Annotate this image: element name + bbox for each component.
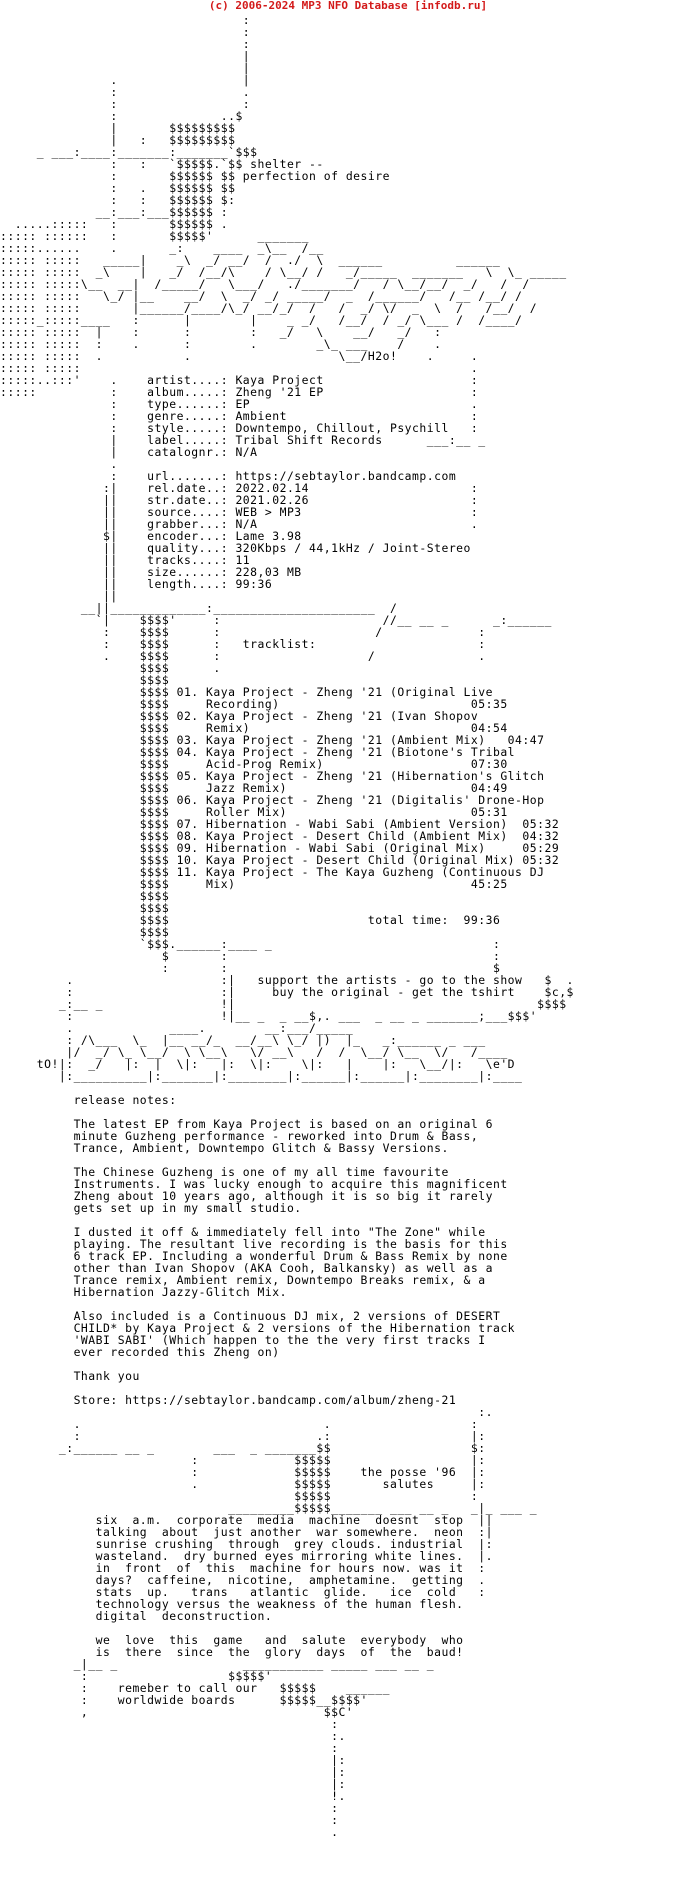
nfo-line: $| encoder...: Lame 3.98 xyxy=(0,529,302,543)
nfo-line: ::::: ::::: _\ | _/ /__/\ / \__/ / _/_____ _______ \ \_ _____ xyxy=(0,265,567,279)
nfo-line: Zheng about 10 years ago, although it is so big it rarely xyxy=(0,1189,493,1203)
nfo-line: $$$$ xyxy=(0,889,170,903)
nfo-line: : xyxy=(0,1741,339,1755)
nfo-line: release notes: xyxy=(0,1093,177,1107)
nfo-line: other than Ivan Shopov (AKA Cooh, Balkansky) as well as a xyxy=(0,1261,493,1275)
nfo-line: : . $$$$$$ $$ xyxy=(0,181,236,195)
nfo-line: $ : : xyxy=(0,949,501,963)
nfo-line: Hibernation Jazzy-Glitch Mix. xyxy=(0,1285,287,1299)
nfo-line: CHILD* by Kaya Project & 2 versions of the Hibernation track xyxy=(0,1321,516,1335)
nfo-line: : : xyxy=(0,97,251,111)
nfo-line: : xyxy=(0,37,251,51)
nfo-line: gets set up in my small studio. xyxy=(0,1201,302,1215)
nfo-line: $$$$ 02. Kaya Project - Zheng '21 (Ivan Shopov xyxy=(0,709,479,723)
nfo-line: ::::: ::::: : . : . _\_ ___ / . xyxy=(0,337,442,351)
nfo-line: : : $$$$$$ $: xyxy=(0,193,236,207)
nfo-line: six a.m. corporate media machine doesnt stop || xyxy=(0,1513,493,1527)
nfo-line: : xyxy=(0,25,251,39)
nfo-line: sunrise crushing through grey clouds. industrial |: xyxy=(0,1537,493,1551)
nfo-line: :. xyxy=(0,1405,493,1419)
nfo-line: ever recorded this Zheng on) xyxy=(0,1345,280,1359)
nfo-line: || str.date..: 2021.02.26 : xyxy=(0,493,479,507)
nfo-line: ::::: ::::: . xyxy=(0,361,479,375)
nfo-line: ::::: ::::: \_/ |__ __/ \ _/ _/ _____/ _ /______/ /__ /__/ / xyxy=(0,289,523,303)
nfo-line: __||_____________:______________________ / xyxy=(0,601,398,615)
nfo-line: `$$$.______:____ _ : xyxy=(0,937,501,951)
nfo-line: 'WABI SABI' (Which happen to the the very first tracks I xyxy=(0,1333,486,1347)
nfo-line: , $$C' xyxy=(0,1705,354,1719)
nfo-line: Instruments. I was lucky enough to acquire this magnificent xyxy=(0,1177,508,1191)
nfo-line: The latest EP from Kaya Project is based on an original 6 xyxy=(0,1117,493,1131)
nfo-line: $$$$ 06. Kaya Project - Zheng '21 (Digitalis' Drone-Hop xyxy=(0,793,545,807)
nfo-line: digital deconstruction. xyxy=(0,1609,273,1623)
nfo-line: | $$$$$$$$$ xyxy=(0,121,236,135)
nfo-line: $$$$ xyxy=(0,901,170,915)
nfo-line: .....::::: : $$$$$$ . xyxy=(0,217,229,231)
nfo-line: $$$$ 11. Kaya Project - The Kaya Guzheng (Continuous DJ xyxy=(0,865,545,879)
nfo-line: |/ _/ \_ \__/ \ \__\ \/ __\ / / \__/ \__ \/ /____ xyxy=(0,1045,508,1059)
nfo-line: $$$$ 04. Kaya Project - Zheng '21 (Biotone's Tribal xyxy=(0,745,516,759)
nfo-line: days? caffeine, nicotine, amphetamine. getting . xyxy=(0,1573,486,1587)
nfo-line: . $$$$ : / . xyxy=(0,649,486,663)
nfo-line: in front of this machine for hours now. was it : xyxy=(0,1561,486,1575)
nfo-line: talking about just another war somewhere. neon :| xyxy=(0,1525,493,1539)
nfo-line: __:___:___$$$$$$ : xyxy=(0,205,229,219)
nfo-line: $$$$ total time: 99:36 xyxy=(0,913,501,927)
nfo-line: . $$$$$ salutes |: xyxy=(0,1477,486,1491)
nfo-line: $$$$ Jazz Remix) 04:49 xyxy=(0,781,508,795)
nfo-line: : style.....: Downtempo, Chillout, Psychill : xyxy=(0,421,479,435)
nfo-line: |: xyxy=(0,1777,346,1791)
nfo-line: | xyxy=(0,61,251,75)
nfo-line: 6 track EP. Including a wonderful Drum & Bass Remix by none xyxy=(0,1249,508,1263)
nfo-line: `| $$$$' : //__ __ _ _:______ xyxy=(0,613,552,627)
nfo-line: . xyxy=(0,457,118,471)
nfo-line: Thank you xyxy=(0,1369,140,1383)
nfo-line: $$$$ Recording) 05:35 xyxy=(0,697,508,711)
nfo-line: | catalognr.: N/A xyxy=(0,445,258,459)
nfo-line: || length....: 99:36 xyxy=(0,577,273,591)
nfo-line: $$$$ 01. Kaya Project - Zheng '21 (Original Live xyxy=(0,685,493,699)
nfo-line: $$$$ 05. Kaya Project - Zheng '21 (Hibernation's Glitch xyxy=(0,769,545,783)
nfo-line: ::::: ::::: _____| _\ _/ __/ / ./ \ ______ ______ xyxy=(0,253,501,267)
nfo-line: _|__ _ ___________ _____ ___ __ _ xyxy=(0,1657,435,1671)
nfo-line: || size......: 228,03 MB xyxy=(0,565,302,579)
nfo-line: :::::..:::' . artist....: Kaya Project : xyxy=(0,373,479,387)
nfo-line: $$$$ 07. Hibernation - Wabi Sabi (Ambient Version) 05:32 xyxy=(0,817,560,831)
nfo-line: I dusted it off & immediately fell into "The Zone" while xyxy=(0,1225,486,1239)
nfo-line: :. xyxy=(0,1729,346,1743)
nfo-line: $$$$ . xyxy=(0,661,221,675)
nfo-line: $$$$ 03. Kaya Project - Zheng '21 (Ambient Mix) 04:47 xyxy=(0,733,545,747)
nfo-line: $$$$ Acid-Prog Remix) 07:30 xyxy=(0,757,508,771)
nfo-line: ::::: ::::: |______/____/\_/ __/_/ / / _/ \/ _ \ / /__/ / xyxy=(0,301,538,315)
nfo-line: The Chinese Guzheng is one of my all time favourite xyxy=(0,1165,449,1179)
nfo-line: :::::...... . _: ____ _\__ /__ xyxy=(0,241,324,255)
nfo-line: $$$$ Remix) 04:54 xyxy=(0,721,508,735)
nfo-line: _________$$$$$_______ ___ __ _ _|_ ___ _ xyxy=(0,1501,538,1515)
nfo-line: $$$$ xyxy=(0,673,170,687)
nfo-ascii-text xyxy=(0,14,574,1838)
nfo-line: $$$$ Roller Mix) 05:31 xyxy=(0,805,508,819)
nfo-line: : $$$$$' xyxy=(0,1669,273,1683)
nfo-line: _ ___:____:_______:_______`$$$ xyxy=(0,145,258,159)
nfo-line: : xyxy=(0,1717,339,1731)
nfo-line: playing. The resultant live recording is the basis for this xyxy=(0,1237,508,1251)
nfo-line: ::::: ::::: | : : : _/ \ __/ _/ : xyxy=(0,325,442,339)
nfo-line: Store: https://sebtaylor.bandcamp.com/album/zheng-21 xyxy=(0,1393,457,1407)
nfo-line: minute Guzheng performance - reworked into Drum & Bass, xyxy=(0,1129,479,1143)
nfo-line: : xyxy=(0,13,251,27)
nfo-line: technology versus the weakness of the human flesh. xyxy=(0,1597,464,1611)
nfo-line: : /\___ \_ |__ __/_ __/__\ \_/ |) |_ _:______ _ ___ xyxy=(0,1033,486,1047)
nfo-line: : $$$$$ |: xyxy=(0,1453,486,1467)
nfo-line: : xyxy=(0,1813,339,1827)
copyright-banner: (c) 2006-2024 MP3 NFO Database [infodb.ru] xyxy=(208,0,488,12)
nfo-line: |: xyxy=(0,1753,346,1767)
nfo-line: _:__ _ !| $$$$ xyxy=(0,997,567,1011)
nfo-line: || grabber...: N/A . xyxy=(0,517,479,531)
nfo-line: : !|__ _ _ __$,. ___ _ __ _ _______;___$$$' xyxy=(0,1009,538,1023)
nfo-line: |:__________|:_______|:________|:______|:______|:________|:____ xyxy=(0,1069,523,1083)
nfo-line: || quality...: 320Kbps / 44,1kHz / Joint-Stereo xyxy=(0,541,471,555)
nfo-line: ::::: : album.....: Zheng '21 EP : xyxy=(0,385,479,399)
nfo-line: : : `$$$$$.`$$ shelter -- xyxy=(0,157,324,171)
nfo-line: . :| support the artists - go to the show $ . xyxy=(0,973,574,987)
nfo-line: : $$$$$$ $$ perfection of desire xyxy=(0,169,390,183)
nfo-line: . | xyxy=(0,73,251,87)
nfo-line: $$$$ 08. Kaya Project - Desert Child (Ambient Mix) 04:32 xyxy=(0,829,560,843)
nfo-line: : . xyxy=(0,85,251,99)
nfo-line: _:______ __ _ ___ _ _______$$ $: xyxy=(0,1441,486,1455)
nfo-line: |: xyxy=(0,1765,346,1779)
nfo-line: || source....: WEB > MP3 : xyxy=(0,505,479,519)
nfo-line: || tracks....: 11 xyxy=(0,553,251,567)
nfo-line: :::::_:::::____ : | | _ _/ /__/ / _/ \___ / /____/ xyxy=(0,313,523,327)
nfo-line: !. xyxy=(0,1789,346,1803)
nfo-line: : genre.....: Ambient : xyxy=(0,409,479,423)
nfo-line: : : $ xyxy=(0,961,501,975)
nfo-line: Trance remix, Ambient remix, Downtempo Breaks remix, & a xyxy=(0,1273,486,1287)
nfo-line: : type......: EP . xyxy=(0,397,479,411)
nfo-line: $$$$ 09. Hibernation - Wabi Sabi (Original Mix) 05:29 xyxy=(0,841,560,855)
nfo-line: : $$$$$ the posse '96 |: xyxy=(0,1465,486,1479)
nfo-line: : xyxy=(0,1801,339,1815)
nfo-line: is there since the glory days of the baud! xyxy=(0,1645,464,1659)
nfo-line: $$$$$ : xyxy=(0,1489,479,1503)
nfo-line: | : $$$$$$$$$ xyxy=(0,133,236,147)
nfo-line: . xyxy=(0,1825,339,1839)
nfo-line: $$$$ 10. Kaya Project - Desert Child (Original Mix) 05:32 xyxy=(0,853,560,867)
nfo-line: : .: |: xyxy=(0,1429,486,1443)
nfo-line: : url.......: https://sebtaylor.bandcamp.com xyxy=(0,469,457,483)
nfo-line: : remeber to call our $$$$$ ______ xyxy=(0,1681,390,1695)
nfo-line: $$$$ Mix) 45:25 xyxy=(0,877,508,891)
nfo-line: stats up. trans atlantic glide. ice cold : xyxy=(0,1585,486,1599)
nfo-line: wasteland. dry burned eyes mirroring white lines. |. xyxy=(0,1549,493,1563)
nfo-line: | xyxy=(0,49,251,63)
nfo-line: . ____. __:___/_____ xyxy=(0,1021,354,1035)
nfo-line: Trance, Ambient, Downtempo Glitch & Bassy Versions. xyxy=(0,1141,449,1155)
nfo-line: ::::: :::::: : $$$$$' _______ xyxy=(0,229,310,243)
nfo-line: : :| buy the original - get the tshirt $c,$ xyxy=(0,985,574,999)
nfo-line: || xyxy=(0,589,118,603)
nfo-line: : $$$$ : tracklist: : xyxy=(0,637,486,651)
nfo-line: : $$$$ : / : xyxy=(0,625,486,639)
nfo-line: | label.....: Tribal Shift Records ___:__ _ xyxy=(0,433,486,447)
nfo-line: tO!|: _/ |: | \|: |: \|: \|: | |: \__/|: \e'D xyxy=(0,1057,516,1071)
nfo-line: : ..$ xyxy=(0,109,243,123)
nfo-line: ::::: :::::\__ __| /_____/ \___/ ./_______/ / \__/__/ _/ / / xyxy=(0,277,530,291)
nfo-line: $$$$ xyxy=(0,925,170,939)
nfo-line: we love this game and salute everybody who xyxy=(0,1633,464,1647)
nfo-line: . . : xyxy=(0,1417,479,1431)
nfo-line: Also included is a Continuous DJ mix, 2 versions of DESERT xyxy=(0,1309,501,1323)
nfo-line: ::::: ::::: . . \__/H2o! . . xyxy=(0,349,479,363)
nfo-line: : worldwide boards $$$$$__$$$$' xyxy=(0,1693,368,1707)
nfo-line: :| rel.date..: 2022.02.14 : xyxy=(0,481,479,495)
